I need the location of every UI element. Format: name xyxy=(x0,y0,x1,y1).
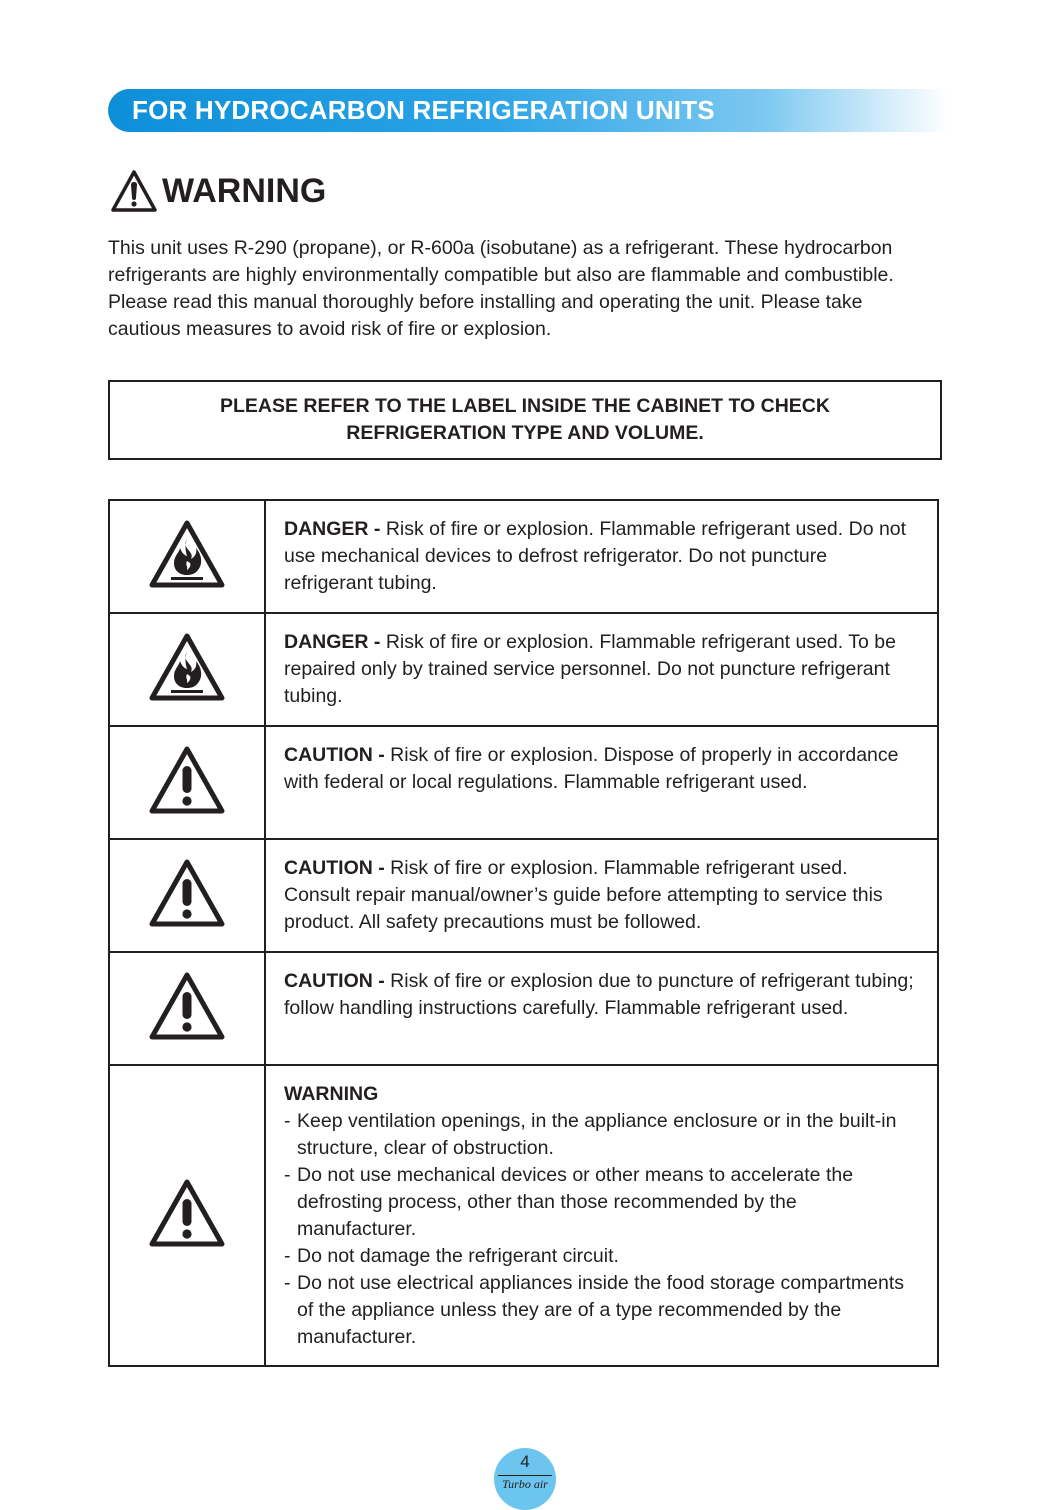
row-text: Risk of fire or explosion. Dispose of properly in accordance with federal or local regulations. Flammable refrigerant used. xyxy=(284,744,899,793)
footer-rule xyxy=(498,1475,552,1476)
caution-label: CAUTION - xyxy=(284,857,391,879)
exclamation-warning-icon xyxy=(147,1177,227,1249)
section-banner xyxy=(108,89,948,132)
table-row xyxy=(109,952,938,1065)
safety-table xyxy=(108,499,939,1367)
danger-label: DANGER - xyxy=(284,518,386,540)
icon-cell xyxy=(109,613,265,726)
caution-label: CAUTION - xyxy=(284,970,391,992)
row-text: Risk of fire or explosion. Flammable refrigerant used. Do not use mechanical devices to defrost refrigerator. Do not puncture refrigerant tubing. xyxy=(284,518,907,594)
text-cell xyxy=(265,839,938,952)
text-cell xyxy=(265,726,938,839)
flammable-warning-icon xyxy=(147,631,227,703)
brand-name: Turbo air xyxy=(502,1477,548,1491)
table-row xyxy=(109,1065,938,1366)
warning-heading xyxy=(110,166,326,216)
table-row xyxy=(109,839,938,952)
icon-cell xyxy=(109,839,265,952)
text-cell xyxy=(265,952,938,1065)
flammable-warning-icon xyxy=(147,518,227,590)
table-row xyxy=(109,613,938,726)
icon-cell xyxy=(109,1065,265,1366)
page-number: 4 xyxy=(520,1452,530,1471)
warning-list xyxy=(284,1108,919,1351)
warning-triangle-icon xyxy=(110,169,158,213)
text-cell xyxy=(265,500,938,613)
list-item: - Do not use mechanical devices or other means to accelerate the defrosting process, other than those recommended by the manufacturer. xyxy=(284,1162,919,1243)
row-text: Risk of fire or explosion due to puncture of refrigerant tubing; follow handling instructions carefully. Flammable refrigerant used. xyxy=(284,970,914,1019)
text-cell xyxy=(265,613,938,726)
table-row xyxy=(109,726,938,839)
list-item: - Do not use electrical appliances inside the food storage compartments of the appliance unless they are of a type recommended by the manufacturer. xyxy=(284,1270,919,1351)
list-item: - Do not damage the refrigerant circuit. xyxy=(284,1243,919,1270)
caution-label: CAUTION - xyxy=(284,744,391,766)
warning-title: WARNING xyxy=(162,171,327,210)
row-text: Risk of fire or explosion. Flammable refrigerant used. Consult repair manual/owner’s guide before attempting to service this product. All safety precautions must be followed. xyxy=(284,857,883,933)
list-item: - Keep ventilation openings, in the appliance enclosure or in the built-in structure, clear of obstruction. xyxy=(284,1108,919,1162)
exclamation-warning-icon xyxy=(147,744,227,816)
text-cell xyxy=(265,1065,938,1366)
intro-paragraph: This unit uses R-290 (propane), or R-600a (isobutane) as a refrigerant. These hydrocarbon refrigerants are highly environmentally compatible but also are flammable and combustible. Please read this manual thoroughly before installing and operating the unit. Please take cautious measures to avoid risk of fire or explosion. xyxy=(108,237,894,340)
warning-label: WARNING xyxy=(284,1083,379,1105)
exclamation-warning-icon xyxy=(147,857,227,929)
danger-label: DANGER - xyxy=(284,631,386,653)
section-title: FOR HYDROCARBON REFRIGERATION UNITS xyxy=(132,95,715,125)
table-row xyxy=(109,500,938,613)
notice-box xyxy=(108,380,942,460)
icon-cell xyxy=(109,500,265,613)
row-text: Risk of fire or explosion. Flammable refrigerant used. To be repaired only by trained service personnel. Do not puncture refrigerant tubing. xyxy=(284,631,896,707)
notice-text: PLEASE REFER TO THE LABEL INSIDE THE CABINET TO CHECK REFRIGERATION TYPE AND VOLUME. xyxy=(220,395,830,444)
icon-cell xyxy=(109,952,265,1065)
exclamation-warning-icon xyxy=(147,970,227,1042)
icon-cell xyxy=(109,726,265,839)
page-footer xyxy=(494,1448,556,1510)
